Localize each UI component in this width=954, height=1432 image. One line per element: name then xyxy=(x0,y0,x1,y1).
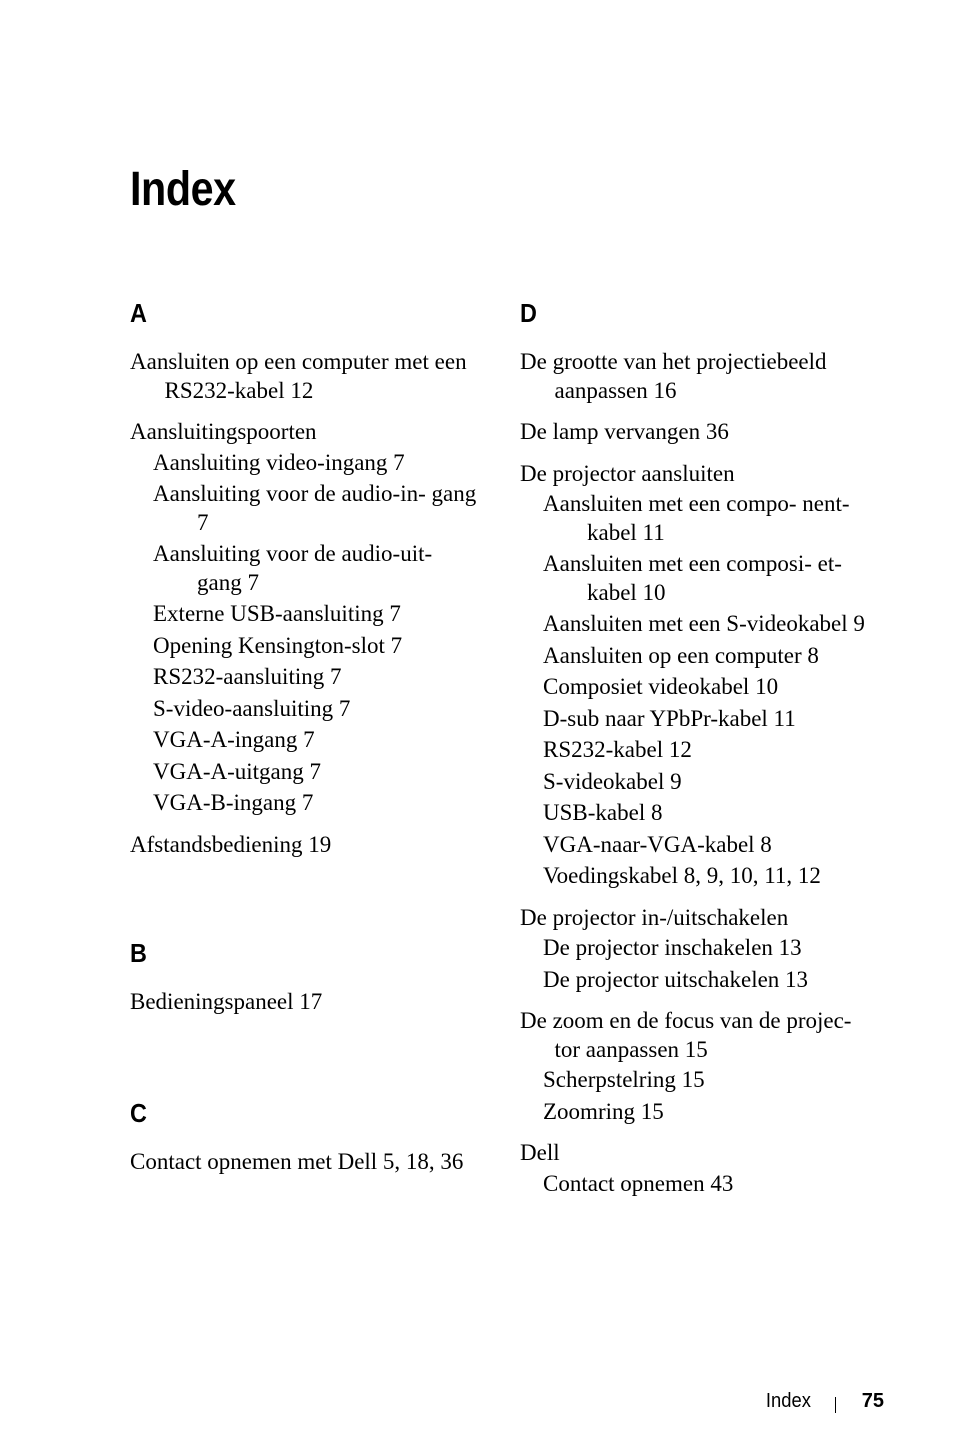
index-subentry: Aansluiten met een compo- nent-kabel 11 xyxy=(543,491,850,545)
index-column-right xyxy=(520,296,875,1211)
index-section-b xyxy=(130,936,480,1017)
index-subentry-list xyxy=(520,1066,875,1126)
index-term: De projector aansluiten xyxy=(520,460,735,486)
index-subentry: De projector uitschakelen 13 xyxy=(543,966,809,992)
index-subentry: VGA-B-ingang 7 xyxy=(153,790,314,815)
index-entry xyxy=(520,904,875,995)
index-term: Dell xyxy=(520,1140,560,1165)
index-section-a xyxy=(130,296,480,859)
section-letter: B xyxy=(130,938,147,968)
index-term: De zoom en de focus van de projec- tor aanpassen 15 xyxy=(520,1008,852,1062)
index-entry xyxy=(520,418,875,447)
index-term: Aansluiten op een computer met een RS232-kabel 12 xyxy=(130,349,467,403)
index-subentry: Aansluiting voor de audio-in- gang 7 xyxy=(153,481,477,535)
index-subentry: Contact opnemen 43 xyxy=(543,1170,734,1196)
index-subentry: Aansluiten met een S-videokabel 9 xyxy=(543,611,865,636)
section-letter: A xyxy=(130,298,147,328)
index-entry xyxy=(520,348,875,405)
index-entry xyxy=(130,831,480,860)
index-subentry: Opening Kensington-slot 7 xyxy=(153,632,403,658)
index-section-d xyxy=(520,296,875,1198)
index-entry xyxy=(520,1139,875,1198)
index-subentry-list xyxy=(520,1170,875,1199)
index-entry xyxy=(130,348,480,405)
index-subentry: VGA-A-uitgang 7 xyxy=(153,758,321,784)
index-entry xyxy=(520,1007,875,1126)
index-subentry: RS232-kabel 12 xyxy=(543,737,692,762)
index-entry xyxy=(130,988,480,1017)
index-subentry: S-video-aansluiting 7 xyxy=(153,695,351,721)
index-subentry: Voedingskabel 8, 9, 10, 11, 12 xyxy=(543,863,821,888)
index-term: De projector in-/uitschakelen xyxy=(520,904,789,930)
index-subentry: USB-kabel 8 xyxy=(543,800,663,825)
section-letter: D xyxy=(520,298,537,328)
index-subentry: Composiet videokabel 10 xyxy=(543,674,779,699)
index-section-c xyxy=(130,1096,480,1177)
index-subentry: Aansluiting video-ingang 7 xyxy=(153,449,405,475)
index-term: Bedieningspaneel 17 xyxy=(130,989,323,1014)
index-subentry: Aansluiting voor de audio-uit- gang 7 xyxy=(153,541,433,595)
page-title: Index xyxy=(130,163,236,216)
index-term: De grootte van het projectiebeeld aanpassen 16 xyxy=(520,349,827,403)
index-subentry-list xyxy=(520,934,875,994)
index-entry xyxy=(130,418,480,818)
index-subentry: RS232-aansluiting 7 xyxy=(153,664,342,689)
index-subentry: Aansluiten op een computer 8 xyxy=(543,642,819,668)
index-subentry: Externe USB-aansluiting 7 xyxy=(153,601,401,626)
index-subentry-list xyxy=(130,449,480,818)
index-term: Aansluitingspoorten xyxy=(130,419,317,444)
index-subentry: Zoomring 15 xyxy=(543,1098,664,1124)
index-term: Contact opnemen met Dell 5, 18, 36 xyxy=(130,1148,464,1174)
index-entry xyxy=(520,460,875,891)
index-subentry-list xyxy=(520,490,875,891)
footer-divider xyxy=(835,1397,836,1413)
index-subentry: VGA-naar-VGA-kabel 8 xyxy=(543,831,772,857)
index-subentry: De projector inschakelen 13 xyxy=(543,935,802,960)
index-subentry: Scherpstelring 15 xyxy=(543,1067,705,1092)
index-term: De lamp vervangen 36 xyxy=(520,419,729,444)
index-subentry: VGA-A-ingang 7 xyxy=(153,727,315,752)
index-entry xyxy=(130,1148,480,1177)
index-subentry: Aansluiten met een composi- et-kabel 10 xyxy=(543,551,842,605)
index-subentry: D-sub naar YPbPr-kabel 11 xyxy=(543,705,796,731)
index-subentry: S-videokabel 9 xyxy=(543,768,682,794)
page-footer xyxy=(762,1386,884,1416)
footer-section-label: Index xyxy=(765,1389,811,1412)
index-term: Afstandsbediening 19 xyxy=(130,831,332,857)
index-column-left xyxy=(130,296,480,1189)
section-letter: C xyxy=(130,1097,147,1128)
page-number: 75 xyxy=(861,1389,884,1412)
